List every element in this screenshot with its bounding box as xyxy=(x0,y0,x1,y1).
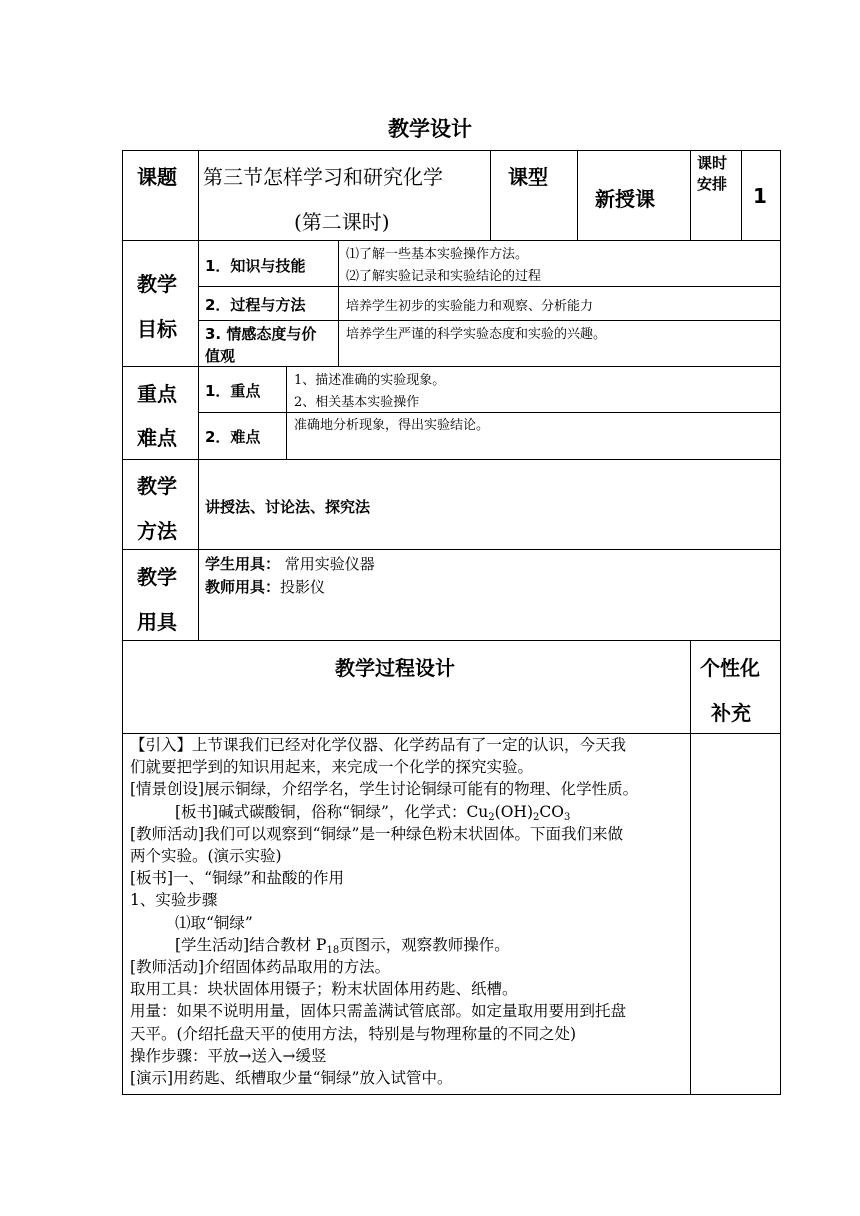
knowledge-text: ⑴了解一些基本实验操作方法。 xyxy=(346,247,529,262)
column-divider xyxy=(577,150,578,240)
process-line: [教师活动]介绍固体药品取用的方法。 xyxy=(130,958,391,977)
objectives-label: 目标 xyxy=(137,317,177,341)
personalized-header: 补充 xyxy=(711,701,751,725)
tools-label: 教学 xyxy=(137,565,177,589)
attitude-label: 值观 xyxy=(205,347,236,365)
row-divider xyxy=(122,459,781,460)
process-line: 取用工具：块状固体用镊子；粉末状固体用药匙、纸槽。 xyxy=(130,980,518,999)
objectives-label: 教学 xyxy=(137,272,177,296)
personalized-header: 个性化 xyxy=(700,656,760,680)
teacher-tools-label: 教师用具： xyxy=(205,578,281,596)
hours-label: 安排 xyxy=(697,175,728,193)
column-divider xyxy=(741,150,742,240)
process-line: [演示]用药匙、纸槽取少量“铜绿”放入试管中。 xyxy=(130,1069,453,1088)
key-text: 1、描述准确的实验现象。 xyxy=(294,373,446,388)
process-line: [情景创设]展示铜绿，介绍学名，学生讨论铜绿可能有的物理、化学性质。 xyxy=(130,780,639,799)
row-divider xyxy=(122,240,781,241)
column-divider xyxy=(198,150,199,640)
student-tools-value: 常用实验仪器 xyxy=(284,555,375,573)
process-line: 用量：如果不说明用量，固体只需盖满试管底部。如定量取用要用到托盘 xyxy=(130,1002,627,1021)
process-line: [学生活动]结合教材 $P_{18}$页图示，观察教师操作。 xyxy=(175,935,510,956)
student-tools xyxy=(205,553,375,574)
methods-label: 教学 xyxy=(137,474,177,498)
methods-text: 讲授法、讨论法、探究法 xyxy=(205,498,371,516)
key-label: 1．重点 xyxy=(205,382,261,400)
knowledge-text: ⑵了解实验记录和实验结论的过程 xyxy=(346,269,542,284)
process-line: 操作步骤：平放→送入→缓竖 xyxy=(130,1046,327,1065)
process-line: [教师活动]我们可以观察到“铜绿”是一种绿色粉末状固体。下面我们来做 xyxy=(130,824,623,843)
tools-label: 用具 xyxy=(137,610,177,634)
process-line: 天平。(介绍托盘天平的使用方法，特别是与物理称量的不同之处) xyxy=(130,1024,577,1043)
hours-value: 1 xyxy=(753,184,767,208)
process-line: [板书]一、“铜绿”和盐酸的作用 xyxy=(130,869,344,888)
hours-label: 课时 xyxy=(697,154,728,172)
type-value: 新授课 xyxy=(595,187,655,211)
column-divider xyxy=(338,240,339,366)
topic-label: 课题 xyxy=(137,165,177,189)
process-line: [板书]碱式碳酸铜，俗称“铜绿”，化学式：$Cu_2(OH)_2CO_3$ xyxy=(175,802,571,823)
process-line: 【引入】上节课我们已经对化学仪器、化学药品有了一定的认识，今天我 xyxy=(130,736,627,754)
document-title: 教学设计 xyxy=(388,117,472,141)
row-divider xyxy=(122,549,781,550)
knowledge-label: 1．知识与技能 xyxy=(205,257,306,275)
column-divider xyxy=(690,150,691,240)
row-divider xyxy=(122,366,781,367)
process-header: 教学过程设计 xyxy=(335,656,455,680)
key-points-label: 难点 xyxy=(137,426,177,450)
teacher-tools xyxy=(205,576,325,597)
process-content xyxy=(130,734,686,1089)
row-divider xyxy=(198,320,781,321)
row-divider xyxy=(122,640,781,641)
row-divider xyxy=(198,286,781,287)
process-line: 1、实验步骤 xyxy=(130,891,218,910)
difficult-text: 准确地分析现象，得出实验结论。 xyxy=(294,418,490,433)
key-text: 2、相关基本实验操作 xyxy=(294,395,420,410)
column-divider xyxy=(286,366,287,459)
student-tools-label: 学生用具： xyxy=(205,555,281,573)
topic-title: 第三节怎样学习和研究化学 xyxy=(203,165,443,189)
process-label: 2．过程与方法 xyxy=(205,296,306,314)
process-line: 们就要把学到的知识用起来，来完成一个化学的探究实验。 xyxy=(130,758,534,777)
process-line: ⑴取“铜绿” xyxy=(175,913,253,932)
type-label: 课型 xyxy=(508,165,548,189)
process-line: 两个实验。(演示实验) xyxy=(130,847,282,866)
column-divider xyxy=(690,640,691,1095)
attitude-label: 3. 情感态度与价 xyxy=(205,325,317,343)
difficult-label: 2．难点 xyxy=(205,428,261,446)
process-text: 培养学生初步的实验能力和观察、分析能力 xyxy=(346,299,594,314)
teacher-tools-value: 投影仪 xyxy=(280,578,326,596)
key-points-label: 重点 xyxy=(137,382,177,406)
methods-label: 方法 xyxy=(137,519,177,543)
topic-period: (第二课时) xyxy=(294,210,390,234)
attitude-text: 培养学生严谨的科学实验态度和实验的兴趣。 xyxy=(346,327,607,342)
column-divider xyxy=(490,150,491,240)
